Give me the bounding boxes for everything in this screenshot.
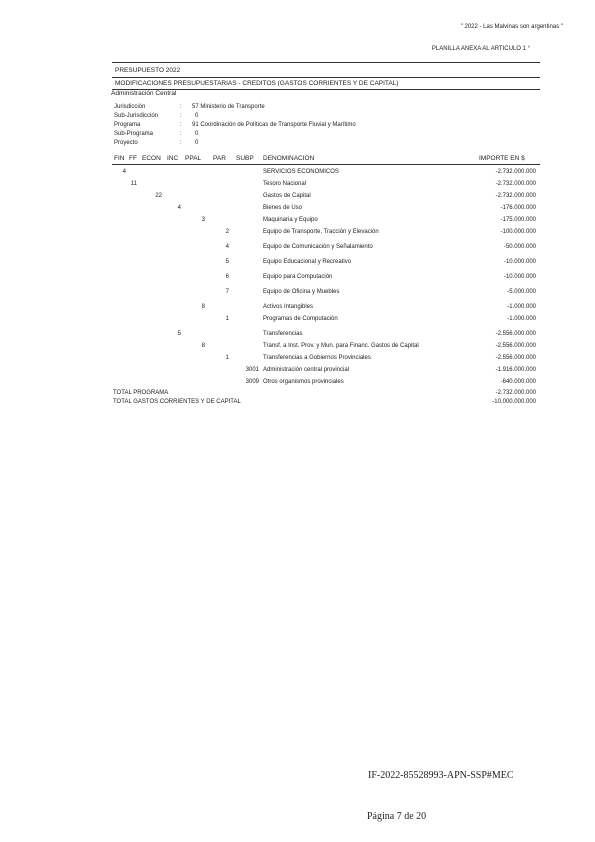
cell-inc: 5 — [177, 331, 181, 337]
cell-importe: -640.000.000 — [500, 379, 536, 385]
cell-denominacion: Equipo de Transporte, Tracción y Elevación — [263, 229, 379, 235]
cell-denominacion: Administración central provincial — [263, 367, 350, 373]
cell-importe: -5.000.000 — [507, 289, 536, 295]
total-label: TOTAL GASTOS CORRIENTES Y DE CAPITAL — [113, 399, 241, 405]
col-par: PAR — [213, 155, 226, 162]
cell-par: 7 — [225, 289, 229, 295]
cell-denominacion: SERVICIOS ECONOMICOS — [263, 169, 339, 175]
cell-par: 1 — [225, 316, 229, 322]
modificaciones-label: MODIFICACIONES PRESUPUESTARIAS - CREDITOS (GASTOS CORRIENTES Y DE CAPITAL) — [115, 80, 399, 87]
cell-denominacion: Bienes de Uso — [263, 205, 303, 211]
cell-par: 6 — [225, 274, 229, 280]
planilla-title: PLANILLA ANEXA AL ARTICULO 1 ° — [431, 46, 530, 52]
header-rule — [112, 164, 540, 165]
cell-ff: 11 — [130, 181, 137, 187]
col-econ: ECON — [142, 155, 161, 162]
cell-fin: 4 — [122, 169, 126, 175]
cell-denominacion: Activos Intangibles — [263, 304, 314, 310]
cell-importe: -10.000.000 — [503, 259, 536, 265]
cell-importe: -175.000.000 — [500, 217, 536, 223]
cell-denominacion: Programas de Computación — [263, 316, 338, 322]
info-value: 57 Ministerio de Transporte — [192, 104, 265, 110]
presupuesto-label: PRESUPUESTO 2022 — [115, 67, 181, 74]
cell-importe: -50.000.000 — [503, 244, 536, 250]
info-label: Proyecto — [114, 140, 138, 146]
info-separator: : — [180, 113, 182, 119]
cell-denominacion: Transf. a Inst. Prov. y Mun. para Financ. Gastos de Capital — [263, 343, 419, 349]
info-label: Sub-Jurisdicción — [114, 113, 159, 119]
cell-denominacion: Equipo para Computación — [263, 274, 333, 280]
total-label: TOTAL PROGRAMA — [113, 390, 169, 396]
col-importe: IMPORTE EN $ — [479, 155, 525, 162]
cell-importe: -1.916.000.000 — [495, 367, 536, 373]
info-separator: : — [180, 104, 182, 110]
col-ppal: PPAL — [185, 155, 202, 162]
cell-denominacion: Transferencias a Gobiernos Provinciales — [263, 355, 371, 361]
col-denominacion: DENOMINACION — [263, 155, 315, 162]
col-inc: INC — [167, 155, 179, 162]
cell-importe: -100.000.000 — [500, 229, 536, 235]
cell-importe: -1.000.000 — [507, 316, 536, 322]
cell-importe: -176.000.000 — [500, 205, 536, 211]
col-fin: FIN — [114, 155, 125, 162]
cell-denominacion: Equipo de Comunicación y Señalamiento — [263, 244, 373, 250]
cell-importe: -2.732.000.000 — [495, 193, 536, 199]
cell-denominacion: Equipo Educacional y Recreativo — [263, 259, 352, 265]
page-number: Página 7 de 20 — [367, 811, 427, 822]
info-label: Jurisdicción — [114, 104, 146, 110]
cell-importe: -10.000.000 — [503, 274, 536, 280]
rule-2 — [112, 77, 540, 78]
cell-importe: -2.732.000.000 — [495, 169, 536, 175]
cell-ppal: 8 — [201, 343, 205, 349]
cell-denominacion: Gastos de Capital — [263, 193, 311, 199]
cell-importe: -1.000.000 — [507, 304, 536, 310]
total-value: -2.732.000.000 — [495, 390, 536, 396]
cell-importe: -2.732.000.000 — [495, 181, 536, 187]
cell-par: 1 — [225, 355, 229, 361]
cell-importe: -2.556.000.000 — [495, 331, 536, 337]
top-rule — [112, 62, 540, 63]
info-value: 0 — [195, 131, 199, 137]
cell-subp: 3001 — [245, 367, 259, 373]
info-value: 0 — [195, 140, 199, 146]
cell-subp: 3009 — [245, 379, 259, 385]
info-separator: : — [180, 131, 182, 137]
info-label: Programa — [114, 122, 141, 128]
info-value: 91 Coordinación de Políticas de Transporte Fluvial y Marítimo — [192, 122, 356, 128]
cell-denominacion: Tesoro Nacional — [263, 181, 307, 187]
cell-par: 2 — [225, 229, 229, 235]
cell-importe: -2.556.000.000 — [495, 343, 536, 349]
cell-par: 5 — [225, 259, 229, 265]
cell-par: 4 — [225, 244, 229, 250]
cell-econ: 22 — [155, 193, 162, 199]
total-value: -10.000.000.000 — [492, 399, 536, 405]
cell-denominacion: Equipo de Oficina y Muebles — [263, 289, 340, 295]
cell-denominacion: Maquinaria y Equipo — [263, 217, 318, 223]
document-id: IF-2022-85528993-APN-SSP#MEC — [368, 770, 514, 781]
cell-importe: -2.556.000.000 — [495, 355, 536, 361]
info-label: Sub-Programa — [114, 131, 154, 137]
info-separator: : — [180, 122, 182, 128]
cell-inc: 4 — [177, 205, 181, 211]
administracion-label: Administración Central — [111, 90, 177, 97]
cell-denominacion: Otros organismos provinciales — [263, 379, 344, 385]
cell-ppal: 8 — [201, 304, 205, 310]
col-ff: FF — [129, 155, 137, 162]
col-subp: SUBP — [236, 155, 254, 162]
header-slogan: " 2022 - Las Malvinas son argentinas " — [460, 24, 563, 30]
cell-denominacion: Transferencias — [263, 331, 303, 337]
cell-ppal: 3 — [201, 217, 205, 223]
info-separator: : — [180, 140, 182, 146]
info-value: 0 — [195, 113, 199, 119]
